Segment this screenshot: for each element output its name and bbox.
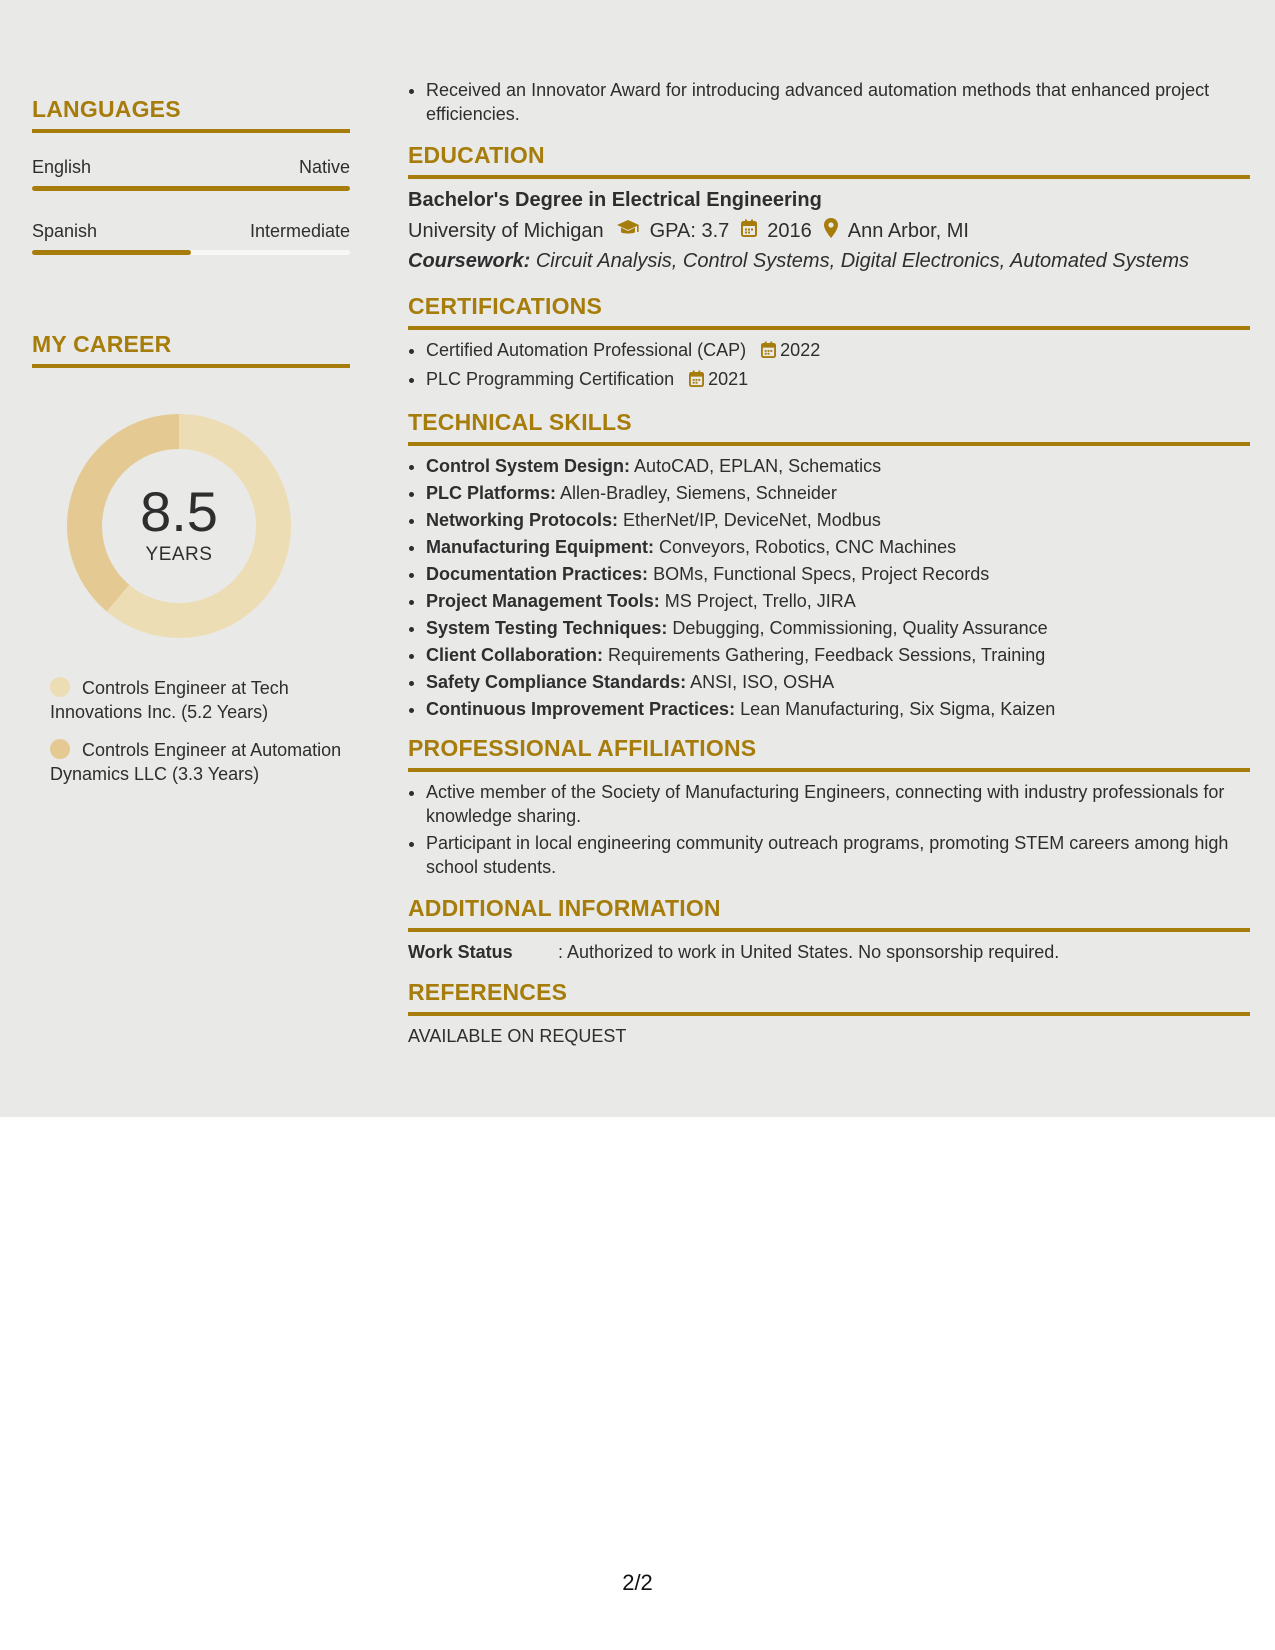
left-column <box>32 96 350 800</box>
school-name: University of Michigan <box>408 219 604 242</box>
education-heading: EDUCATION <box>408 142 1250 179</box>
skill-values: Allen-Bradley, Siemens, Schneider <box>560 483 837 503</box>
language-english <box>32 157 350 191</box>
skill-values: Requirements Gathering, Feedback Sessions, Training <box>608 645 1046 665</box>
skill-category: System Testing Techniques: <box>426 618 668 638</box>
certifications-section <box>408 293 1250 393</box>
affiliation-item: • Active member of the Society of Manufacturing Engineers, connecting with industry professionals for knowledge sharing. <box>426 780 1250 828</box>
affiliations-list <box>408 780 1250 879</box>
skills-section <box>408 409 1250 721</box>
affiliations-section <box>408 735 1250 879</box>
location-pin-icon <box>824 218 838 244</box>
legend-swatch <box>50 677 70 697</box>
additional-info-heading: ADDITIONAL INFORMATION <box>408 895 1250 932</box>
skill-item <box>426 616 1250 640</box>
skill-values: MS Project, Trello, JIRA <box>664 591 856 611</box>
certification-year: 2022 <box>780 340 821 360</box>
page-number: 2/2 <box>622 1570 653 1595</box>
certification-name: PLC Programming Certification <box>426 369 675 389</box>
experience-bullet: • Received an Innovator Award for introducing advanced automation methods that enhanced project efficiencies. <box>426 78 1250 126</box>
education-meta <box>408 218 1250 244</box>
skill-category: Project Management Tools: <box>426 591 660 611</box>
career-heading: MY CAREER <box>32 331 350 368</box>
skill-category: PLC Platforms: <box>426 483 557 503</box>
certification-item <box>426 338 1250 364</box>
graduation-cap-icon <box>616 219 640 243</box>
skill-category: Documentation Practices: <box>426 564 649 584</box>
gpa: GPA: 3.7 <box>649 219 730 242</box>
references-text: AVAILABLE ON REQUEST <box>408 1026 627 1046</box>
coursework-label: Coursework: <box>408 250 531 272</box>
additional-info-section <box>408 895 1250 963</box>
skill-item <box>426 508 1250 532</box>
skill-category: Safety Compliance Standards: <box>426 672 687 692</box>
skill-category: Client Collaboration: <box>426 645 603 665</box>
certification-year: 2021 <box>708 369 749 389</box>
skill-item <box>426 670 1250 694</box>
affiliation-item: • Participant in local engineering community outreach programs, promoting STEM careers among high school students. <box>426 831 1250 879</box>
skill-item <box>426 454 1250 478</box>
language-proficiency-fill <box>32 250 191 255</box>
language-proficiency-bar <box>32 186 350 191</box>
calendar-icon <box>761 340 776 364</box>
certifications-heading: CERTIFICATIONS <box>408 293 1250 330</box>
career-donut-chart <box>67 414 291 638</box>
certification-name: Certified Automation Professional (CAP) <box>426 340 747 360</box>
legend-item <box>50 738 350 786</box>
right-column <box>408 78 1250 1047</box>
skill-item <box>426 589 1250 613</box>
school-location: Ann Arbor, MI <box>847 219 969 242</box>
references-heading: REFERENCES <box>408 979 1250 1016</box>
calendar-icon <box>689 369 704 393</box>
experience-bullets <box>408 78 1250 126</box>
skill-category: Control System Design: <box>426 456 631 476</box>
work-status-row <box>408 942 1250 963</box>
certifications-list <box>408 338 1250 393</box>
skill-category: Networking Protocols: <box>426 510 619 530</box>
language-level: Intermediate <box>249 221 350 241</box>
affiliations-heading: PROFESSIONAL AFFILIATIONS <box>408 735 1250 772</box>
coursework <box>408 250 1250 273</box>
language-spanish <box>32 221 350 255</box>
skill-category: Continuous Improvement Practices: <box>426 699 736 719</box>
skill-item <box>426 562 1250 586</box>
certification-item <box>426 367 1250 393</box>
language-name: English <box>32 157 92 177</box>
work-status-value: : Authorized to work in United States. No sponsorship required. <box>558 942 1060 962</box>
education-section <box>408 142 1250 273</box>
career-total-unit: YEARS <box>145 544 213 565</box>
skill-values: EtherNet/IP, DeviceNet, Modbus <box>623 510 881 530</box>
skill-values: ANSI, ISO, OSHA <box>690 672 835 692</box>
skill-values: Conveyors, Robotics, CNC Machines <box>659 537 957 557</box>
work-status-label: Work Status <box>408 942 513 962</box>
degree-title: Bachelor's Degree in Electrical Engineering <box>408 189 822 211</box>
skill-values: Lean Manufacturing, Six Sigma, Kaizen <box>740 699 1056 719</box>
skill-item <box>426 481 1250 505</box>
career-total-years: 8.5 <box>140 480 218 543</box>
legend-swatch <box>50 739 70 759</box>
skill-item <box>426 535 1250 559</box>
legend-item <box>50 676 350 724</box>
language-proficiency-fill <box>32 186 350 191</box>
language-name: Spanish <box>32 221 98 241</box>
skill-item <box>426 643 1250 667</box>
skills-list <box>408 454 1250 721</box>
skill-values: AutoCAD, EPLAN, Schematics <box>634 456 882 476</box>
skill-values: BOMs, Functional Specs, Project Records <box>653 564 990 584</box>
skill-item <box>426 697 1250 721</box>
calendar-icon <box>741 219 757 243</box>
skills-heading: TECHNICAL SKILLS <box>408 409 1250 446</box>
graduation-year: 2016 <box>767 219 812 242</box>
skill-values: Debugging, Commissioning, Quality Assurance <box>672 618 1048 638</box>
languages-heading: LANGUAGES <box>32 96 350 133</box>
legend-label: Controls Engineer at Tech Innovations Inc. (5.2 Years) <box>50 678 289 722</box>
language-proficiency-bar <box>32 250 350 255</box>
legend-label: Controls Engineer at Automation Dynamics LLC (3.3 Years) <box>50 740 342 784</box>
coursework-list: Circuit Analysis, Control Systems, Digital Electronics, Automated Systems <box>535 250 1189 272</box>
language-level: Native <box>298 157 350 177</box>
career-legend <box>32 676 350 786</box>
skill-category: Manufacturing Equipment: <box>426 537 654 557</box>
references-section <box>408 979 1250 1047</box>
